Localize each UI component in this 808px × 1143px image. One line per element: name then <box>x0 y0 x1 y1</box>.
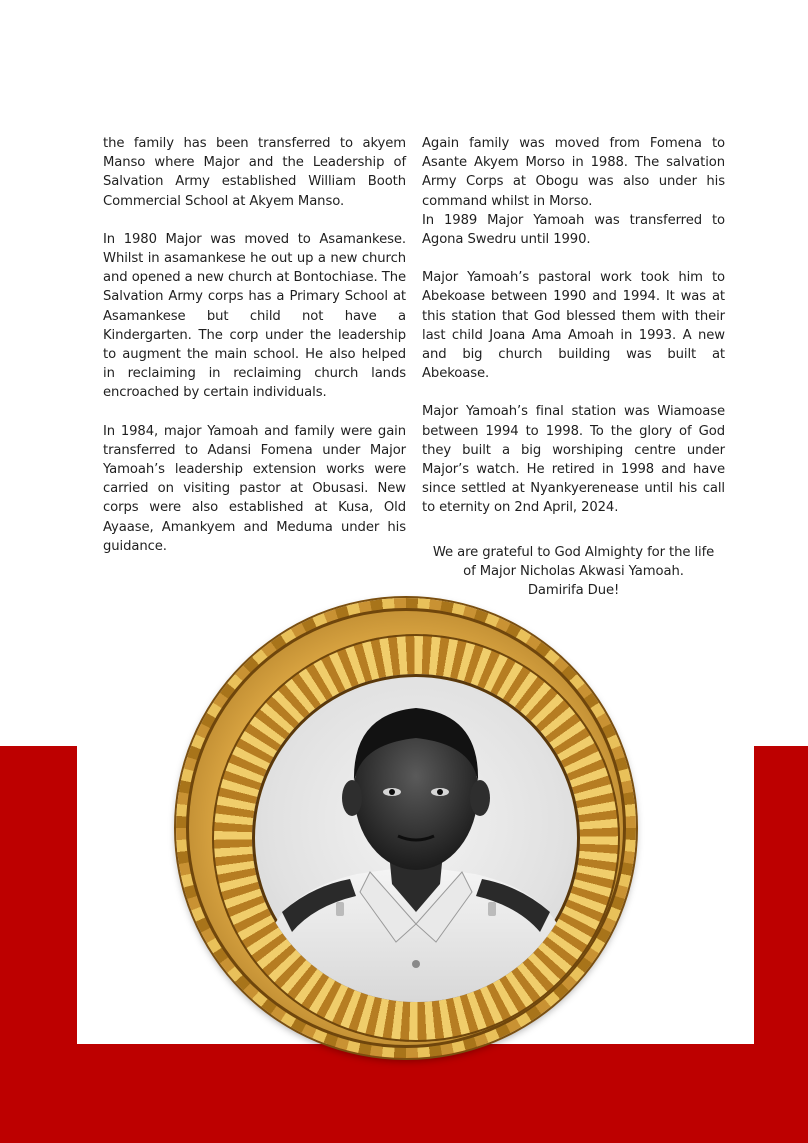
frame-inner-ring <box>186 608 626 1048</box>
left-paragraph-3: In 1984, major Yamoah and family were gain transferred to Adansi Fomena under Major Yamoah’s leadership extension works were carried on visiting pastor at Obusasi. New corps were also established at Kusa, Old Ayaase, Amankyem and Meduma under his guidance. <box>103 423 406 554</box>
right-paragraph-4: Major Yamoah’s final station was Wiamoase between 1994 to 1998. To the glory of God they built a big worshiping centre under Major’s watch. He retired in 1998 and have since settled at Nyankyerenease until his call to eternity on 2nd April, 2024. <box>422 404 725 516</box>
closing-line-2: of Major Nicholas Akwasi Yamoah. <box>463 563 684 579</box>
closing-line-3: Damirifa Due! <box>527 583 620 599</box>
right-paragraph-3: Major Yamoah’s pastoral work took him to Abekoase between 1990 and 1994. It was at this station that God blessed them with their last child Joana Ama Amoah in 1993. A new and big church building was built at Abekoase. <box>422 270 725 382</box>
left-paragraph-2: In 1980 Major was moved to Asamankese. Whilst in asamankese he out up a new church and opened a new church at Bontochiase. The Salvation Army corps has a Primary School at Asamankese but child not have a Kindergarten. The corp under the leadership to augment the main school. He also helped in reclaiming in reclaiming church lands encroached by certain individuals. <box>103 231 406 401</box>
portrait-silhouette-icon <box>252 674 580 1002</box>
portrait-photo <box>252 674 580 1002</box>
ornate-gold-frame-icon <box>176 598 636 1058</box>
closing-tribute <box>422 537 725 601</box>
left-paragraph-1: the family has been transferred to akyem Manso where Major and the Leadership of Salvation Army established William Booth Commercial School at Akyem Manso. <box>103 136 406 209</box>
right-paragraph-2: In 1989 Major Yamoah was transferred to Agona Swedru until 1990. <box>422 212 725 248</box>
right-paragraph-1: Again family was moved from Fomena to Asante Akyem Morso in 1988. The salvation Army Corps at Obogu was also under his command whilst in Morso. <box>422 136 725 209</box>
left-text-column <box>103 134 406 575</box>
right-text-column <box>422 134 725 600</box>
closing-line-1: We are grateful to God Almighty for the life <box>432 544 715 560</box>
frame-carved-ring <box>212 634 620 1042</box>
